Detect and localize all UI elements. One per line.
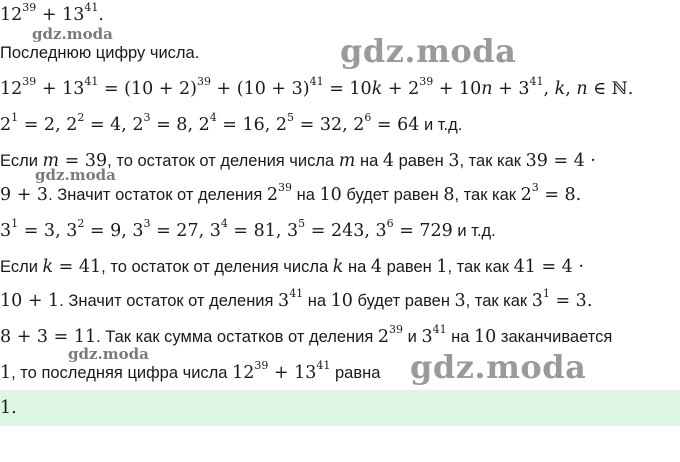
- watermark-small-top: gdz.moda: [32, 25, 113, 43]
- conclusion-text: 1, то последняя цифра числа $12^{39} + 13^{41}$ равна: [0, 359, 381, 383]
- powers-of-three: $3^1 = 3$, $3^2 = 9$, $3^3 = 27$, $3^4 = 81$, $3^5 = 243$, $3^6 = 729$ и т.д.: [0, 217, 496, 241]
- remainder-k-text: Если k = 41, то остаток от деления числа k на 4 равен 1, так как 41 = 4 ·: [0, 257, 584, 277]
- watermark-small-bottom: gdz.moda: [68, 345, 149, 363]
- powers-of-two: $2^1 = 2$, $2^2 = 4$, $2^3 = 8$, $2^4 = 16$, $2^5 = 32$, $2^6 = 64$ и т.д.: [0, 111, 463, 135]
- answer-box: [0, 390, 680, 426]
- decomposition-equation: $12^{39} + 13^{41} = (10 + 2)^{39} + (10 + 3)^{41} = 10k + 2^{39} + 10n + 3^{41}$, k, n ∈ ℕ.: [0, 75, 634, 99]
- remainder-two-power-text: 9 + 3. Значит остаток от деления $2^{39}$ на 10 будет равен 8, так как $2^3 = 8$.: [0, 181, 582, 205]
- watermark-large-top: gdz.moda: [340, 32, 517, 70]
- watermark-small-middle: gdz.moda: [35, 166, 116, 184]
- answer-text: 1.: [0, 398, 17, 418]
- expression-title: [0, 1, 104, 26]
- remainder-three-power-text: 10 + 1. Значит остаток от деления $3^{41}$ на 10 будет равен 3, так как $3^1 = 3$.: [0, 287, 593, 311]
- task-text: Последнюю цифру числа.: [0, 44, 200, 62]
- watermark-large-bottom: gdz.moda: [410, 348, 587, 386]
- sum-of-remainders-text: 8 + 3 = 11. Так как сумма остатков от деления $2^{39}$ и $3^{41}$ на 10 заканчивается: [0, 323, 613, 347]
- remainder-m-text: Если m = 39, то остаток от деления числа m на 4 равен 3, так как 39 = 4 ·: [0, 151, 596, 171]
- expression-math: $12^{39} + 13^{41}$.: [0, 1, 104, 25]
